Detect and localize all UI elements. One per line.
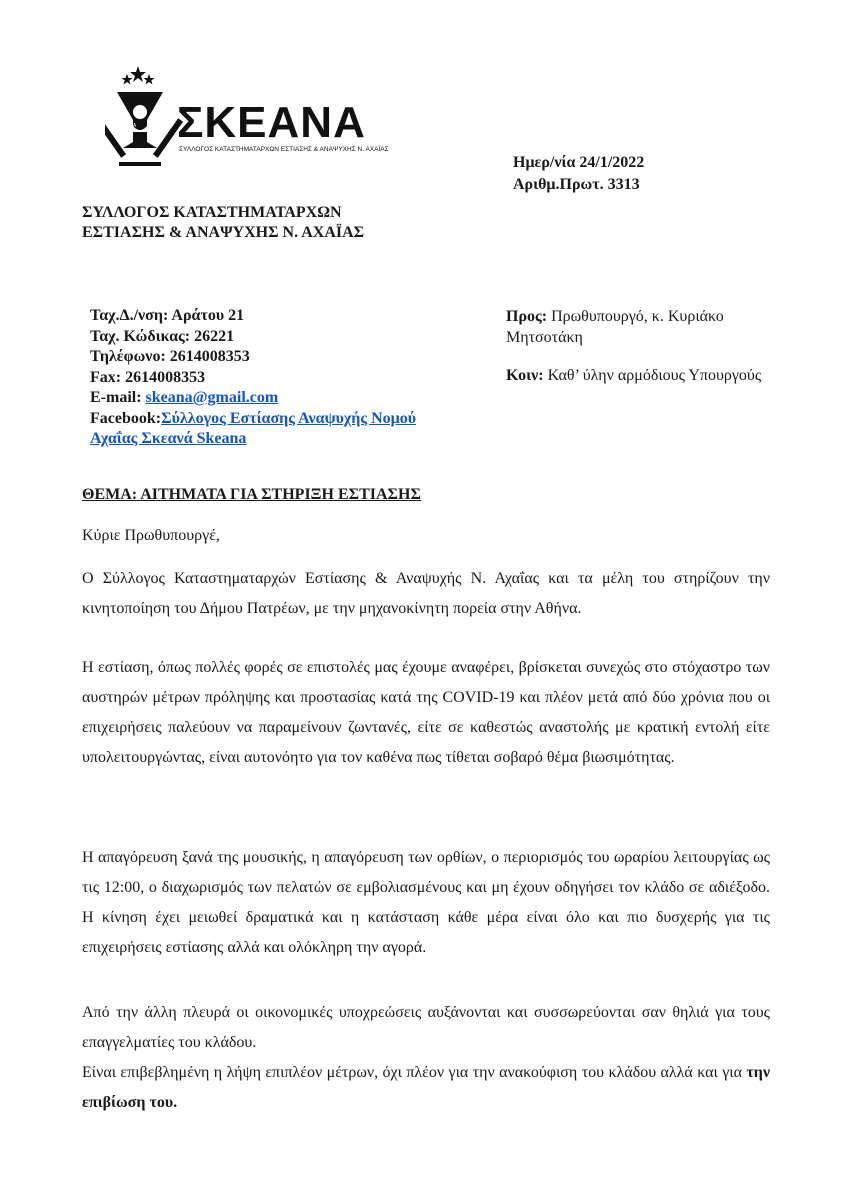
contact-postal-code: Ταχ. Κώδικας: 26221 — [90, 327, 235, 345]
paragraph-4: Από την άλλη πλευρά οι οικονομικές υποχρεώσεις αυξάνονται και συσσωρεύονται σαν θηλιά για τους επαγγελματίες του κλάδου. — [82, 1004, 770, 1051]
protocol-number: Αριθμ.Πρωτ. 3313 — [513, 176, 640, 193]
paragraph-3: Η απαγόρευση ξανά της μουσικής, η απαγόρευση των ορθίων, ο περιορισμός του ωραρίου λειτουργίας ως τις 12:00, ο διαχωρισμός των πελατών σε εμβολιασμένους και μη έχουν οδηγήσει τον κλάδο σε αδιέξοδο. Η κίνηση έχει μειωθεί δραματικά και η κατάσταση κάθε μέρα είναι όλο και πιο δυσχερής για τις επιχειρήσεις εστίασης αλλά και ολόκληρη την αγορά. — [82, 849, 770, 956]
facebook-link[interactable]: Σύλλογος Εστίασης Αναψυχής Νομού — [161, 409, 417, 427]
logo-brand-name: ΣΚΕΑΝΑ — [177, 98, 366, 147]
facebook-link-continued[interactable]: Αχαΐας Σκεανά Skeana — [90, 430, 247, 447]
paragraph-2: Η εστίαση, όπως πολλές φορές σε επιστολές μας έχουμε αναφέρει, βρίσκεται συνεχώς στο στόχαστρο των αυστηρών μέτρων πρόληψης και προστασίας κατά της COVID-19 και πλέον μετά από δύο χρόνια που οι επιχειρήσεις παλεύουν να παραμείνουν ζωντανές, είτε σε καθεστώς αναστολής με κρατική εντολή είτε υπολειτουργώντας, είναι αυτονόητο για τον καθένα πως τίθεται σοβαρό θέμα βιωσιμότητας. — [82, 659, 770, 766]
logo-subtitle: ΣΥΛΛΟΓΟΣ ΚΑΤΑΣΤΗΜΑΤΑΡΧΩΝ ΕΣΤΙΑΣΗΣ & ΑΝΑΨΥΧΗΣ Ν. ΑΧΑΪΑΣ — [179, 146, 389, 153]
email-label: E-mail: — [90, 389, 146, 406]
letter-date: Ημερ/νία 24/1/2022 — [513, 154, 645, 171]
paragraph-5 — [82, 1058, 770, 1118]
contact-phone: Τηλέφωνο: 2614008353 — [90, 348, 250, 365]
facebook-label: Facebook: — [90, 409, 162, 427]
logo-emblem-icon — [105, 60, 185, 170]
organization-logo — [105, 60, 389, 170]
to-text: Πρωθυπουργό, κ. Κυριάκο Μητσοτάκη — [506, 308, 724, 346]
paragraph-5-text: Είναι επιβεβλημένη η λήψη επιπλέον μέτρων, όχι πλέον για την ανακούφιση του κλάδου αλλά και για — [82, 1064, 747, 1081]
letter-subject: ΘΕΜΑ: ΑΙΤΗΜΑΤΑ ΓΙΑ ΣΤΗΡΙΞΗ ΕΣΤΙΑΣΗΣ — [82, 486, 421, 503]
letter-greeting: Κύριε Πρωθυπουργέ, — [82, 527, 220, 544]
email-link[interactable]: skeana@gmail.com — [145, 389, 279, 406]
contact-fax: Fax: 2614008353 — [90, 368, 206, 386]
paragraph-5-emphasis: την επιβίωση του. — [82, 1064, 770, 1111]
recipient-cc — [506, 365, 766, 386]
cc-label: Κοιν: — [506, 367, 544, 384]
cc-text: Καθ’ ύλην αρμόδιους Υπουργούς — [543, 367, 762, 384]
paragraph-1: Ο Σύλλογος Καταστηματαρχών Εστίασης & Αναψυχής Ν. Αχαΐας και τα μέλη του στηρίζουν την κινητοποίηση του Δήμου Πατρέων, με την μηχανοκίνητη πορεία στην Αθήνα. — [82, 570, 770, 617]
contact-details — [90, 306, 416, 450]
to-label: Προς: — [506, 308, 548, 325]
contact-address: Ταχ.Δ./νση: Αράτου 21 — [90, 307, 245, 324]
recipient-to — [506, 306, 766, 348]
org-name-line1: ΣΥΛΛΟΓΟΣ ΚΑΤΑΣΤΗΜΑΤΑΡΧΩΝ — [82, 204, 342, 221]
logo-emblem-text: ΣΚΕ ΑΝΑ — [115, 123, 137, 129]
contact-facebook-row — [90, 409, 416, 430]
org-name-line2: ΕΣΤΙΑΣΗΣ & ΑΝΑΨΥΧΗΣ Ν. ΑΧΑΪΑΣ — [82, 224, 365, 241]
contact-email-row — [90, 388, 416, 409]
